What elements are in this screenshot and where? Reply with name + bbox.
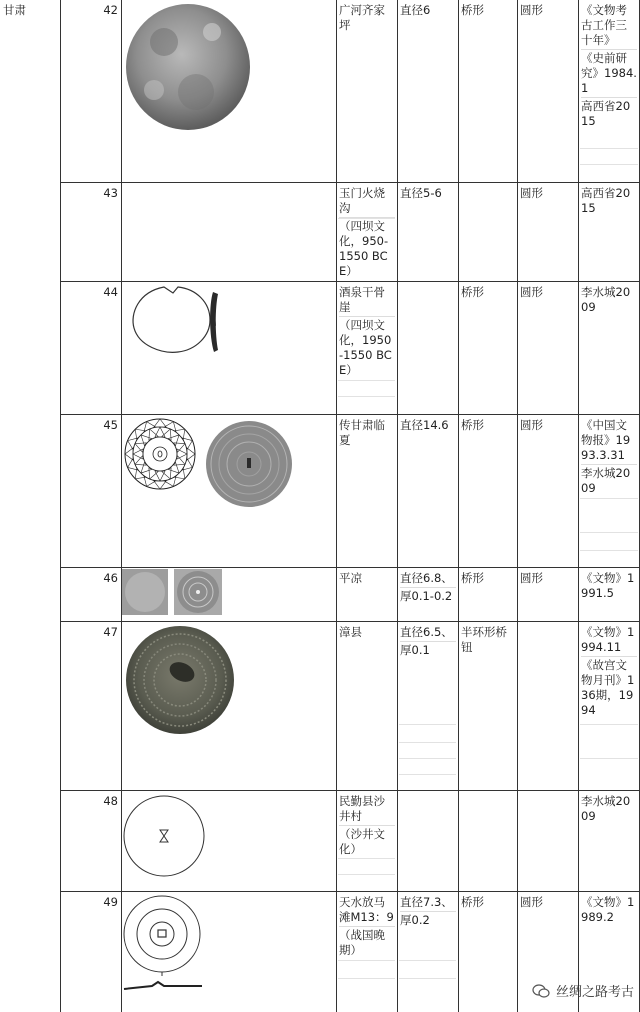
site-cell: 传甘肃临夏 <box>339 418 385 447</box>
mirror-photo-47 <box>124 624 236 736</box>
site-cell: 酒泉干骨崖 （四坝文化，1950-1550 BCE） <box>339 285 395 378</box>
knob-cell: 桥形 <box>461 285 484 299</box>
row-divider <box>60 567 640 568</box>
site-cell: 民勤县沙井村 （沙井文化） <box>339 794 395 857</box>
mirror-photo-42 <box>124 2 252 132</box>
column-divider <box>397 0 398 1012</box>
source-cell: 高西省2015 <box>581 186 631 215</box>
site-cell: 广河齐家坪 <box>339 3 385 32</box>
row-divider <box>60 621 640 622</box>
size-cell: 直径14.6 <box>400 418 449 432</box>
mirror-drawing-44 <box>126 284 230 360</box>
row-number: 44 <box>103 285 118 299</box>
knob-cell: 半环形桥钮 <box>461 625 507 654</box>
column-divider <box>578 0 579 1012</box>
wechat-icon <box>532 984 550 998</box>
source-cell: 《文物考古工作三十年》 《史前研究》1984.1 高西省2015 <box>581 3 637 128</box>
row-divider <box>60 790 640 791</box>
column-divider <box>336 0 337 1012</box>
knob-cell: 桥形 <box>461 3 484 17</box>
site-cell: 漳县 <box>339 625 362 639</box>
row-divider <box>60 414 640 415</box>
row-divider <box>60 281 640 282</box>
row-number: 46 <box>103 571 118 585</box>
shape-cell: 圆形 <box>520 418 543 432</box>
site-cell: 玉门火烧沟 （四坝文化，950-1550 BCE） <box>339 186 395 279</box>
knob-cell: 桥形 <box>461 418 484 432</box>
mirror-drawing-45 <box>124 416 304 508</box>
source-cell: 《文物》1994.11 《故宫文物月刊》136期，1994 <box>581 625 637 718</box>
site-cell: 天水放马滩M13：9 （战国晚期） <box>339 895 394 957</box>
source-cell: 《文物》1989.2 <box>581 895 635 924</box>
row-divider <box>60 891 640 892</box>
watermark <box>532 981 634 1000</box>
size-cell: 直径5-6 <box>400 186 442 200</box>
source-cell: 李水城2009 <box>581 794 631 823</box>
region-label: 甘肃 <box>3 3 26 17</box>
row-number: 42 <box>103 3 118 17</box>
size-cell: 直径7.3、 厚0.2 <box>400 895 456 928</box>
size-cell: 直径6.5、 厚0.1 <box>400 625 456 658</box>
knob-cell: 桥形 <box>461 571 484 585</box>
shape-cell: 圆形 <box>520 186 543 200</box>
mirror-drawing-49 <box>122 894 208 998</box>
source-cell: 《文物》1991.5 <box>581 571 635 600</box>
shape-cell: 圆形 <box>520 571 543 585</box>
shape-cell: 圆形 <box>520 3 543 17</box>
row-divider <box>60 182 640 183</box>
watermark-text: 丝绸之路考古 <box>555 985 634 1000</box>
source-cell: 李水城2009 <box>581 285 631 314</box>
mirror-photo-46 <box>122 569 232 617</box>
shape-cell: 圆形 <box>520 895 543 909</box>
row-number: 43 <box>103 186 118 200</box>
source-cell: 《中国文物报》1993.3.31 李水城2009 <box>581 418 637 496</box>
knob-cell: 桥形 <box>461 895 484 909</box>
column-divider <box>60 0 61 1012</box>
row-number: 49 <box>103 895 118 909</box>
row-number: 45 <box>103 418 118 432</box>
size-cell: 直径6.8、 厚0.1-0.2 <box>400 571 456 604</box>
column-divider <box>458 0 459 1012</box>
mirror-drawing-48 <box>122 794 208 878</box>
site-cell: 平凉 <box>339 571 362 585</box>
row-number: 47 <box>103 625 118 639</box>
shape-cell: 圆形 <box>520 285 543 299</box>
column-divider <box>517 0 518 1012</box>
size-cell: 直径6 <box>400 3 431 17</box>
row-number: 48 <box>103 794 118 808</box>
